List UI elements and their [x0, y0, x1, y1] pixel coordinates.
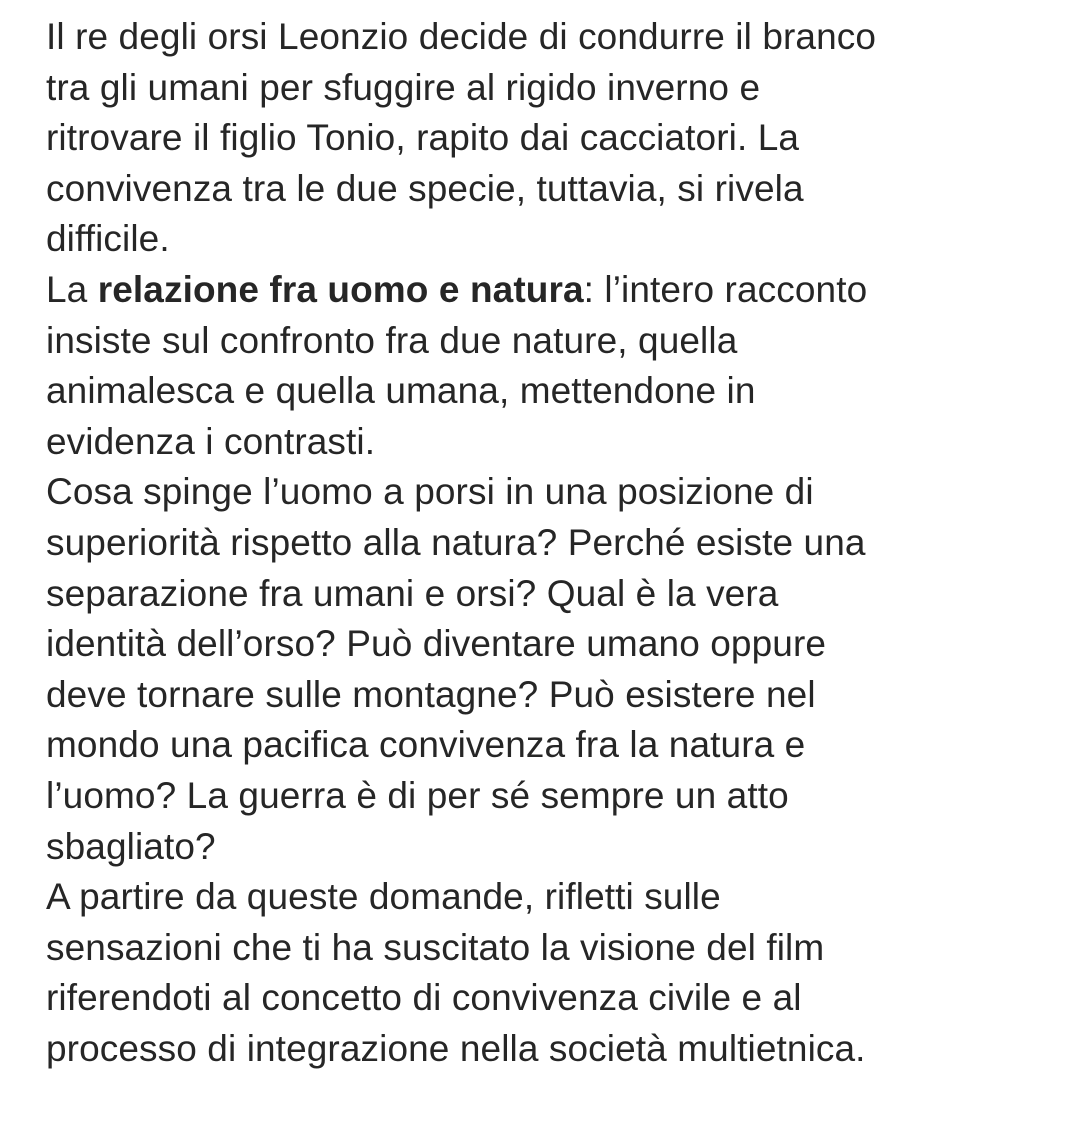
paragraph-theme — [46, 265, 1056, 467]
text-fragment: La — [46, 268, 98, 310]
text-line: mondo una pacifica convivenza fra la natura e — [46, 724, 806, 766]
text-line: Cosa spinge l’uomo a porsi in una posizione di — [46, 471, 814, 513]
text-fragment: : l’intero racconto — [583, 268, 868, 310]
text-line: ritrovare il figlio Tonio, rapito dai cacciatori. La — [46, 117, 800, 159]
text-line: riferendoti al concetto di convivenza civile e al — [46, 977, 802, 1019]
document-text — [46, 12, 1056, 1074]
text-line: superiorità rispetto alla natura? Perché esiste una — [46, 521, 866, 563]
paragraph-questions — [46, 467, 1056, 872]
text-line: l’uomo? La guerra è di per sé sempre un atto — [46, 774, 789, 816]
text-line: separazione fra umani e orsi? Qual è la vera — [46, 572, 779, 614]
text-line: tra gli umani per sfuggire al rigido inverno e — [46, 66, 761, 108]
text-line: insiste sul confronto fra due nature, quella — [46, 319, 738, 361]
text-line: Il re degli orsi Leonzio decide di condurre il branco — [46, 16, 877, 57]
paragraph-plot — [46, 12, 1056, 265]
text-line: convivenza tra le due specie, tuttavia, si rivela — [46, 167, 804, 209]
emphasis-text: relazione fra uomo e natura — [97, 268, 584, 310]
text-line: deve tornare sulle montagne? Può esistere nel — [46, 673, 816, 715]
text-line: processo di integrazione nella società multietnica. — [46, 1027, 866, 1069]
text-line: animalesca e quella umana, mettendone in — [46, 370, 756, 412]
text-line: identità dell’orso? Può diventare umano oppure — [46, 623, 827, 665]
text-line: A partire da queste domande, rifletti sulle — [46, 876, 721, 918]
paragraph-assignment — [46, 872, 1056, 1074]
text-line: difficile. — [46, 218, 170, 260]
text-line: evidenza i contrasti. — [46, 420, 376, 462]
text-line-with-emphasis — [46, 265, 1056, 316]
text-line: sbagliato? — [46, 825, 216, 867]
text-line: sensazioni che ti ha suscitato la visione del film — [46, 926, 825, 968]
